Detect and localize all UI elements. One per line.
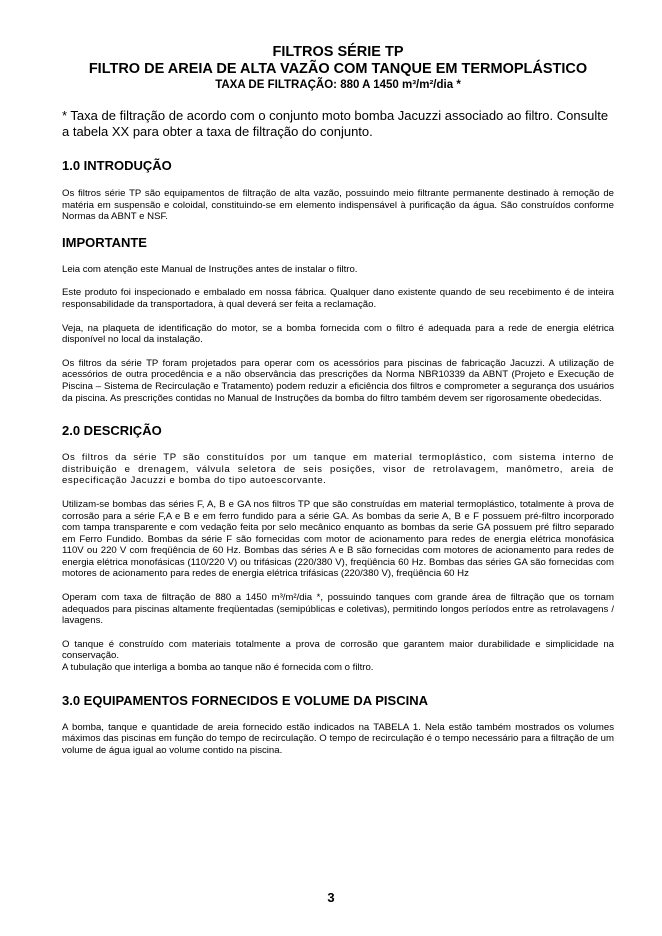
section-heading-equipment: 3.0 EQUIPAMENTOS FORNECIDOS E VOLUME DA PISCINA	[62, 692, 428, 708]
section-heading-introduction: 1.0 INTRODUÇÃO	[62, 158, 172, 173]
important-paragraph: Leia com atenção este Manual de Instruções antes de instalar o filtro.	[62, 263, 358, 275]
description-paragraph: A tubulação que interliga a bomba ao tanque não é fornecida com o filtro.	[62, 662, 374, 674]
document-page	[62, 44, 614, 756]
equipment-paragraph: A bomba, tanque e quantidade de areia fornecido estão indicados na TABELA 1. Nela estão também mostrados os volumes máximos das piscinas em função do tempo de recirculação. O tempo de recirculação é o tempo necessário para a filtração de um volume de água igual ao volume contido na piscina.	[62, 721, 614, 756]
important-paragraph: Os filtros da série TP foram projetados para operar com os acessórios para piscinas de fabricação Jacuzzi. A utilização de acessórios de outra procedência e a não observância das prescrições da Norma NBR10339 da ABNT (Projeto e Execução de Piscina – Sistema de Recirculação e Tratamento) podem reduzir a eficiência dos filtros e comprometer a segurança dos usuários da piscina. As prescrições contidas no Manual de Instruções da bomba do filtro também devem ser rigorosamente obedecidas.	[62, 357, 614, 404]
filtration-note: * Taxa de filtração de acordo com o conjunto moto bomba Jacuzzi associado ao filtro. Consulte a tabela XX para obter a taxa de filtração do conjunto.	[62, 108, 609, 139]
description-paragraph: O tanque é construído com materiais totalmente a prova de corrosão que garantem maior durabilidade e simplicidade na conservação.	[62, 638, 614, 662]
intro-paragraph: Os filtros série TP são equipamentos de filtração de alta vazão, possuindo meio filtrante permanente destinado à remoção de matéria em suspensão e coloidal, constituindo-se em elemento indispensável à purificação da água. São construídos conforme Normas da ABNT e NSF.	[62, 188, 614, 223]
description-paragraph: Utilizam-se bombas das séries F, A, B e GA nos filtros TP que são construídas em material termoplástico, totalmente à prova de corrosão para a série F,A e B e em ferro fundido para a série GA. As bombas da serie A, B e F possuem pré-filtro incorporado com tampa transparente e com vedação feita por selo mecânico enquanto as bombas da serie GA possuem pré filtro separado em Ferro Fundido. Bombas da série F são fornecidas com motor de acionamento para redes de energia elétrica monofásica 110V ou 220 V com freqüência de 60 Hz. Bombas das séries A e B são fornecidas com motores de acionamento para redes de energia elétrica monofásicas (110/220 V) ou trifásicas (220/380 V), freqüência 60 Hz. Bombas das séries GA são fornecidas com motores de acionamento para redes de energia elétrica trifásicas (220/380 V), freqüência 60 Hz	[62, 498, 614, 580]
page-number: 3	[327, 890, 335, 905]
important-paragraph: Veja, na plaqueta de identificação do motor, se a bomba fornecida com o filtro é adequada para a rede de energia elétrica disponível no local da instalação.	[62, 322, 614, 346]
section-heading-description: 2.0 DESCRIÇÃO	[62, 423, 162, 439]
description-paragraph: Os filtros da série TP são constituídos por um tanque em material termoplástico, com sistema interno de distribuição e drenagem, válvula seletora de seis posições, visor de retrolavagem, manômetro, areia de especificação Jacuzzi e bomba do tipo autoescorvante.	[62, 452, 614, 487]
filtration-rate: TAXA DE FILTRAÇÃO: 880 A 1450 m³/m²/dia *	[215, 79, 461, 91]
document-title: FILTROS SÉRIE TP	[272, 44, 404, 60]
description-paragraph: Operam com taxa de filtração de 880 a 1450 m³/m²/dia *, possuindo tanques com grande área de filtração que os tornam adequados para piscinas altamente freqüentadas (semipúblicas e coletivas), permitindo longos períodos entre as retrolavagens / lavagens.	[62, 592, 614, 627]
important-paragraph: Este produto foi inspecionado e embalado em nossa fábrica. Qualquer dano existente quando de seu recebimento é de inteira responsabilidade da transportadora, à qual deverá ser feita a reclamação.	[62, 287, 614, 310]
document-subtitle: FILTRO DE AREIA DE ALTA VAZÃO COM TANQUE EM TERMOPLÁSTICO	[88, 61, 588, 77]
section-heading-important: IMPORTANTE	[62, 234, 147, 250]
